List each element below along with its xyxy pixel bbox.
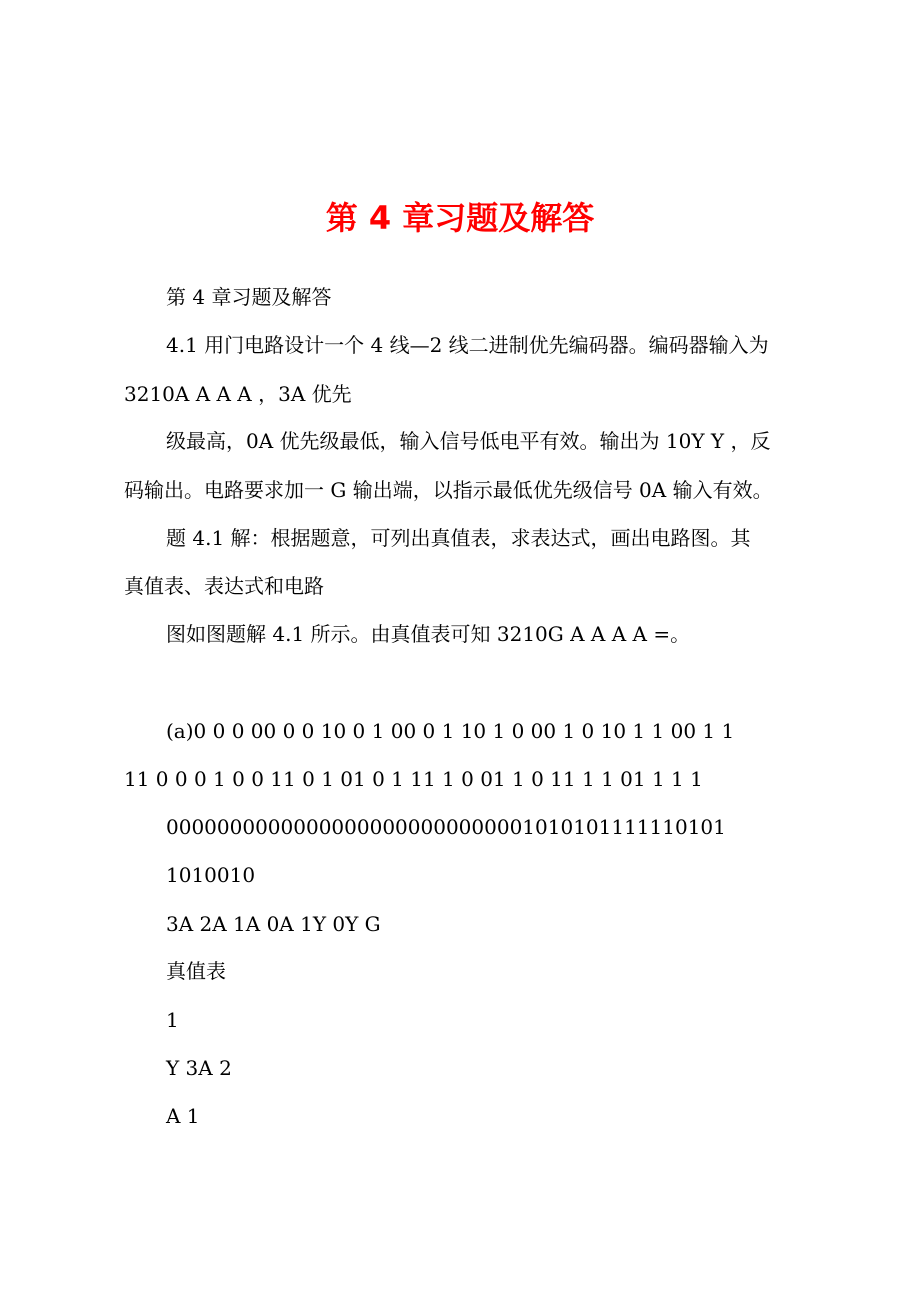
- binary-short-line: 1010010: [166, 863, 256, 887]
- problem-line-2: 3210A A A A ，3A 优先: [124, 382, 352, 406]
- fragment-line-2: Y 3A 2: [166, 1056, 232, 1080]
- problem-line-4: 码输出。电路要求加一 G 输出端，以指示最低优先级信号 0A 输入有效。: [124, 478, 773, 502]
- truth-table-row-1: (a)0 0 0 00 0 0 10 0 1 00 0 1 10 1 0 00 1 0 10 1 1 00 1 1: [166, 719, 735, 743]
- problem-line-1: 4.1 用门电路设计一个 4 线—2 线二进制优先编码器。编码器输入为: [166, 333, 769, 357]
- fragment-line-3: A 1: [166, 1104, 200, 1128]
- signal-header-line: 3A 2A 1A 0A 1Y 0Y G: [166, 912, 381, 936]
- problem-line-3: 级最高，0A 优先级最低，输入信号低电平有效。输出为 10Y Y ，反: [166, 429, 771, 453]
- fragment-line-1: 1: [166, 1008, 179, 1032]
- truth-table-row-2: 11 0 0 0 1 0 0 11 0 1 01 0 1 11 1 0 01 1 0 11 1 1 01 1 1 1: [124, 767, 703, 791]
- binary-string-line: 00000000000000000000000000001010101111110101: [166, 815, 726, 839]
- document-title: 第 4 章习题及解答: [325, 199, 595, 237]
- solution-line-3: 图如图题解 4.1 所示。由真值表可知 3210G A A A A =。: [166, 622, 691, 646]
- subtitle-line: 第 4 章习题及解答: [166, 285, 332, 309]
- solution-line-2: 真值表、表达式和电路: [124, 574, 324, 598]
- truth-table-label: 真值表: [166, 959, 226, 983]
- solution-line-1: 题 4.1 解：根据题意，可列出真值表，求表达式，画出电路图。其: [166, 526, 751, 550]
